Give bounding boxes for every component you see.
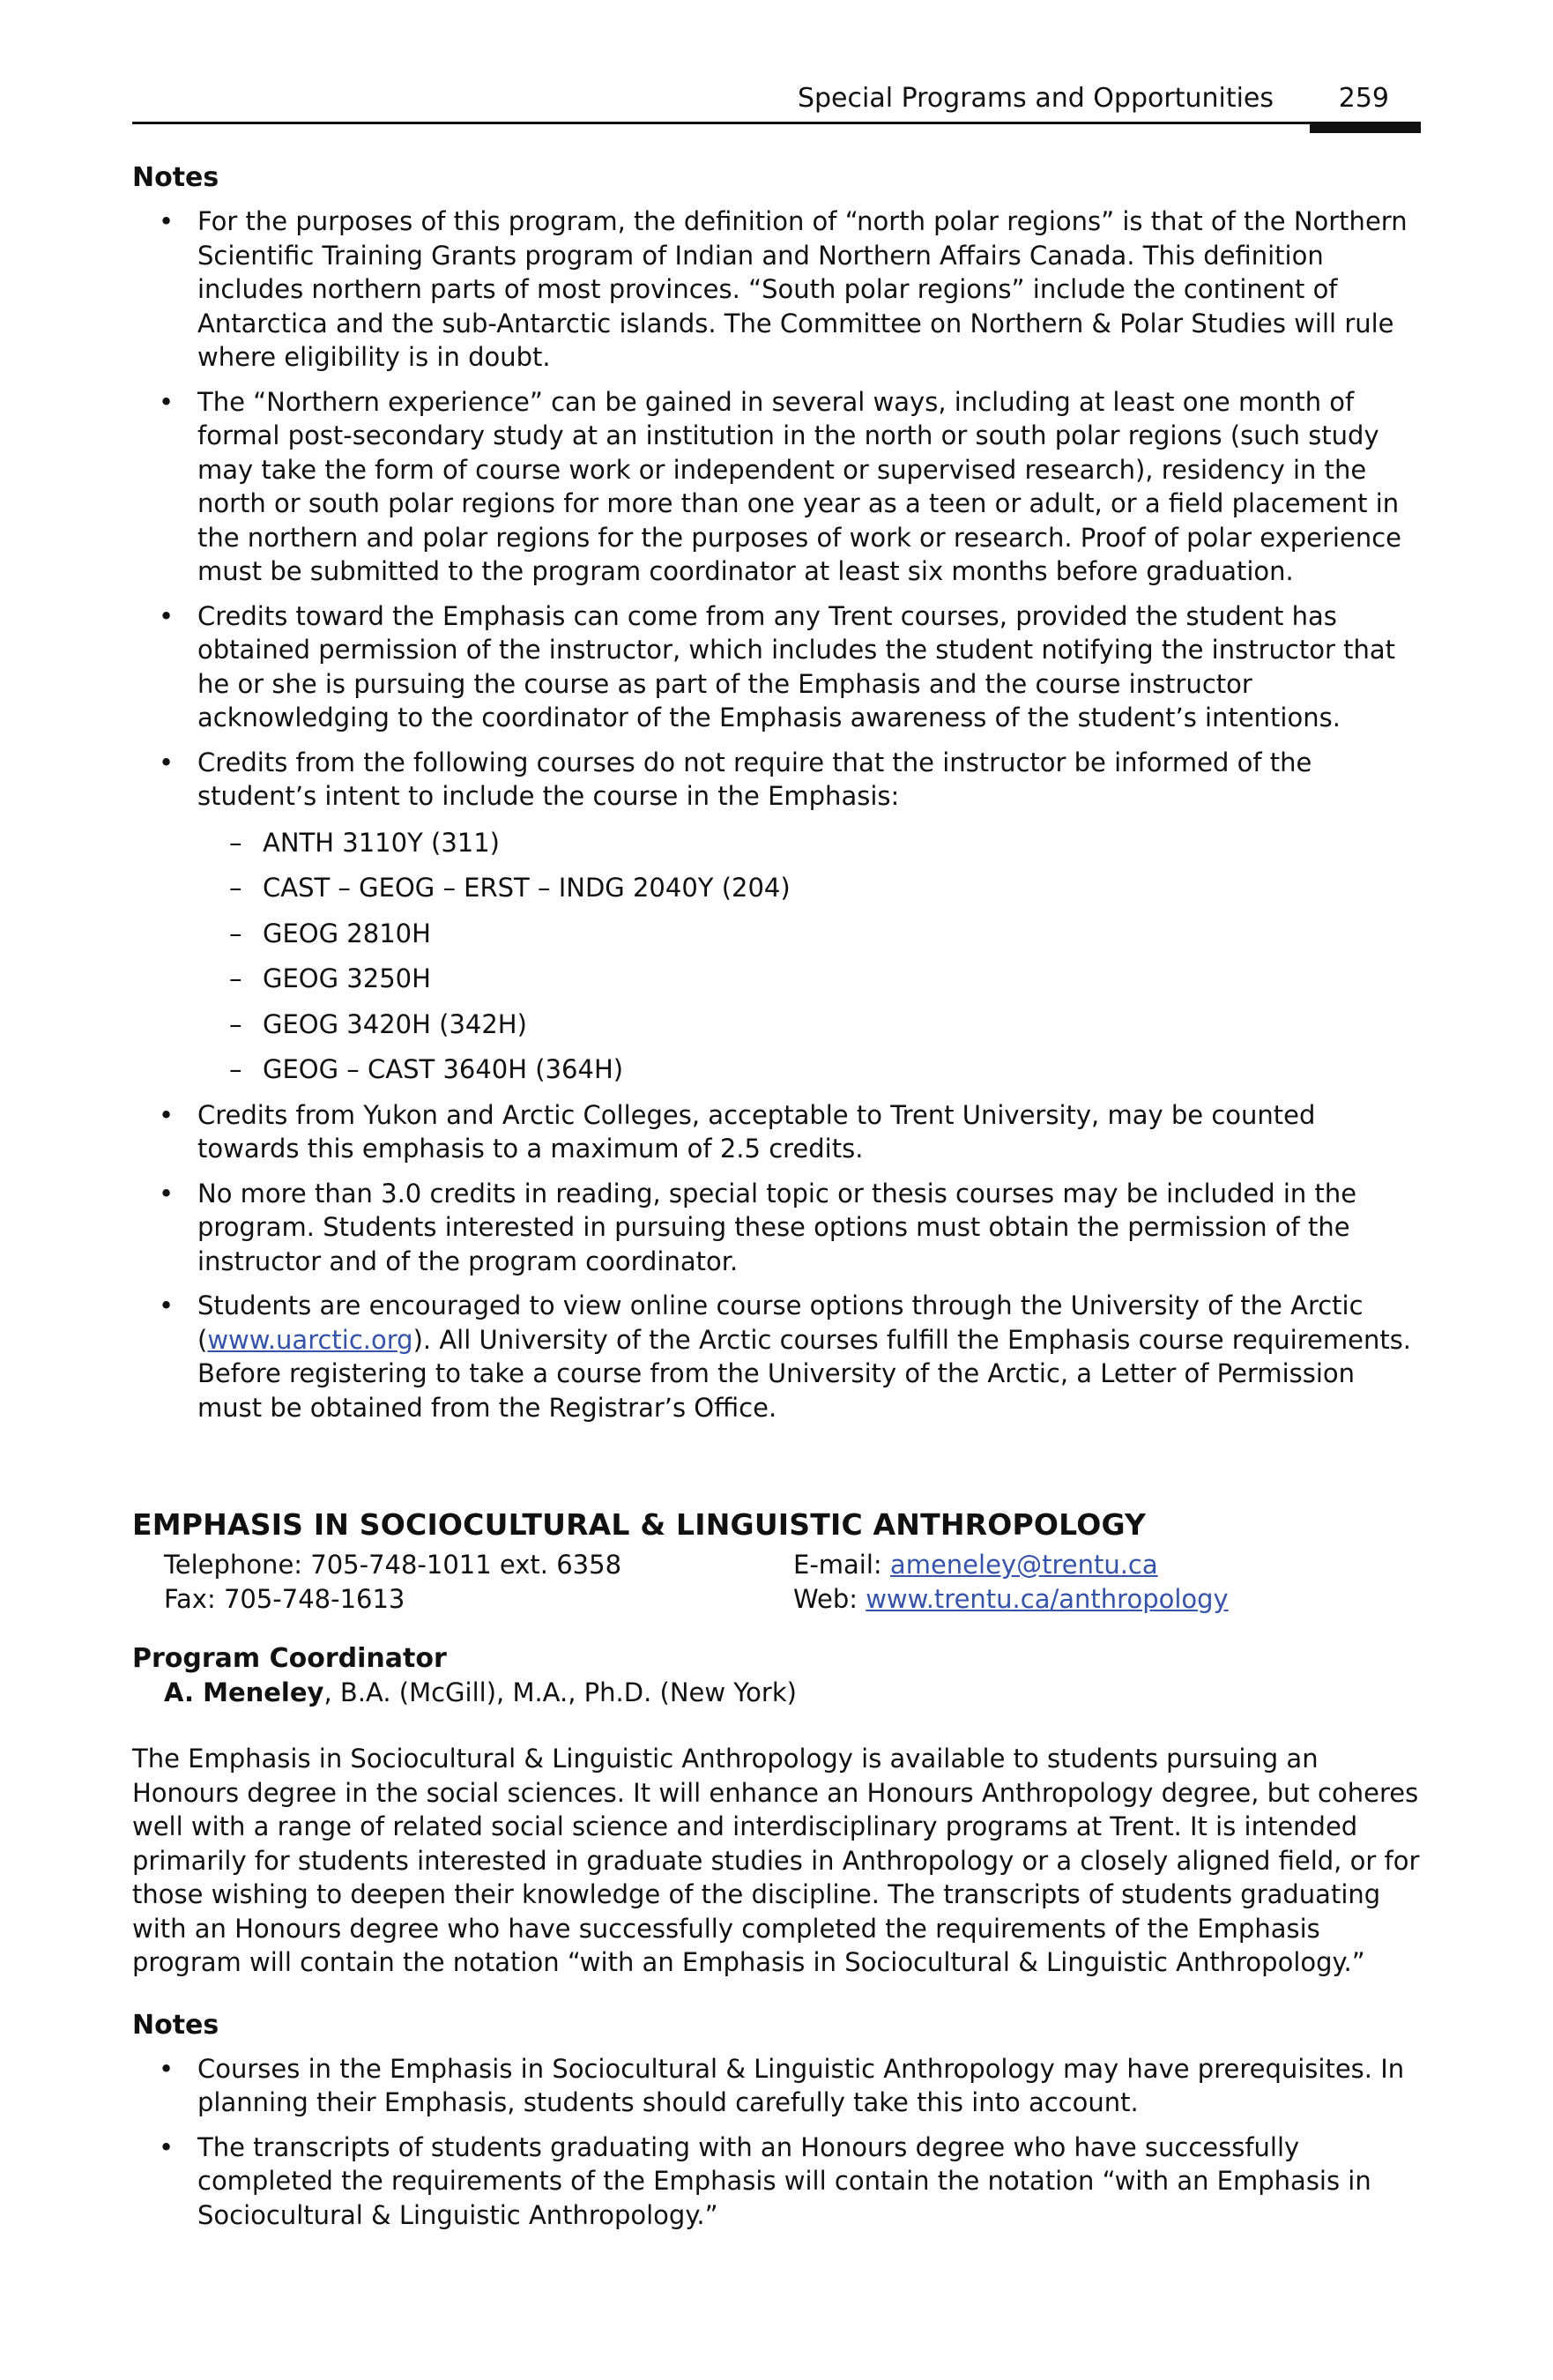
course-code: ANTH 3110Y (311) <box>263 827 500 858</box>
note-item <box>132 2052 1421 2120</box>
web-link[interactable]: www.trentu.ca/anthropology <box>866 1584 1229 1614</box>
course-code: CAST – GEOG – ERST – INDG 2040Y (204) <box>263 873 791 903</box>
course-code: GEOG – CAST 3640H (364H) <box>263 1054 624 1084</box>
contact-phone-column <box>164 1548 621 1617</box>
note-item <box>132 746 1421 1087</box>
note-text: The “Northern experience” can be gained in several ways, including at least one month of formal post-secondary study at an institution in the north or south polar regions (such study may take the form of course work or independent or supervised research), residency in the north or south polar regions for more than one year as a teen or adult, or a field placement in the northern and polar regions for the purposes of work or research. Proof of polar experience must be submitted to the program coordinator at least six months before graduation. <box>197 386 1401 586</box>
header-rule <box>132 122 1421 124</box>
coordinator-line <box>132 1676 1421 1710</box>
notes-list <box>132 205 1421 1424</box>
emphasis-description: The Emphasis in Sociocultural & Linguistic Anthropology is available to students pursuing an Honours degree in the social sciences. It will enhance an Honours Anthropology degree, but coheres well with a range of related social science and interdisciplinary programs at Trent. It is intended primarily for students interested in graduate studies in Anthropology or a closely aligned field, or for those wishing to deepen their knowledge of the discipline. The transcripts of students graduating with an Honours degree who have successfully completed the requirements of the Emphasis program will contain the notation “with an Emphasis in Sociocultural & Linguistic Anthropology.” <box>132 1744 1420 1977</box>
course-item <box>197 962 1421 996</box>
dash-icon: – <box>229 918 242 948</box>
contact-block <box>132 1548 1421 1617</box>
bullet-icon: • <box>159 1290 175 1320</box>
bullet-icon: • <box>159 1178 175 1209</box>
bullet-icon: • <box>159 600 175 631</box>
bullet-icon: • <box>159 386 175 417</box>
dash-icon: – <box>229 827 242 858</box>
note-text: No more than 3.0 credits in reading, special topic or thesis courses may be included in the program. Students interested in pursuing these options must obtain the permission of the instructor and of the program coordinator. <box>197 1178 1357 1276</box>
note-item <box>132 1177 1421 1279</box>
coordinator-name: A. Meneley <box>164 1677 324 1707</box>
dash-icon: – <box>229 873 242 903</box>
note-item <box>132 1289 1421 1424</box>
web-label: Web: <box>793 1584 866 1614</box>
contact-online-column <box>793 1548 1229 1617</box>
bullet-icon: • <box>159 747 175 777</box>
fax: Fax: 705-748-1613 <box>164 1584 405 1614</box>
telephone: Telephone: 705-748-1011 ext. 6358 <box>164 1550 622 1580</box>
running-header <box>132 79 1421 132</box>
course-item <box>197 1052 1421 1087</box>
bullet-icon: • <box>159 206 175 236</box>
uarctic-link[interactable]: www.uarctic.org <box>207 1324 413 1355</box>
course-item <box>197 1008 1421 1042</box>
course-item <box>197 917 1421 951</box>
note-text: The transcripts of students graduating with an Honours degree who have successfully completed the requirements of the Emphasis will contain the notation “with an Emphasis in Sociocultural & Linguistic Anthropology.” <box>197 2131 1371 2230</box>
email-label: E-mail: <box>793 1550 890 1580</box>
note-text: Credits from the following courses do not require that the instructor be informed of the student’s intent to include the course in the Emphasis: <box>197 747 1312 811</box>
notes-heading: Notes <box>132 162 219 193</box>
note-text-before-link: Students are encouraged to view online course options through the University of the Arctic ( <box>197 1290 1364 1355</box>
dash-icon: – <box>229 1008 242 1039</box>
notes-heading: Notes <box>132 2009 219 2041</box>
course-item <box>197 826 1421 860</box>
bullet-icon: • <box>159 2053 175 2084</box>
dash-icon: – <box>229 963 242 993</box>
header-tab-bar <box>1310 122 1421 133</box>
note-item <box>132 385 1421 589</box>
bullet-icon: • <box>159 1099 175 1130</box>
email-line <box>793 1548 1229 1582</box>
course-code: GEOG 3420H (342H) <box>263 1008 527 1039</box>
coordinator-credentials: , B.A. (McGill), M.A., Ph.D. (New York) <box>323 1677 797 1707</box>
note-text: For the purposes of this program, the definition of “north polar regions” is that of the Northern Scientific Training Grants program of Indian and Northern Affairs Canada. This definition includes northern parts of most provinces. “South polar regions” include the continent of Antarctica and the sub-Antarctic islands. The Committee on Northern & Polar Studies will rule where eligibility is in doubt. <box>197 206 1408 372</box>
course-code: GEOG 2810H <box>263 918 431 948</box>
email-link[interactable]: ameneley@trentu.ca <box>889 1550 1158 1580</box>
note-text: Credits from Yukon and Arctic Colleges, acceptable to Trent University, may be counted towards this emphasis to a maximum of 2.5 credits. <box>197 1099 1316 1164</box>
note-item <box>132 205 1421 375</box>
page-number: 259 <box>1338 83 1389 114</box>
course-item <box>197 871 1421 905</box>
course-list <box>197 826 1421 1087</box>
page-content <box>132 152 1421 2242</box>
dash-icon: – <box>229 1054 242 1084</box>
web-line <box>793 1582 1229 1617</box>
section-title: EMPHASIS IN SOCIOCULTURAL & LINGUISTIC ANTHROPOLOGY <box>132 1507 1147 1542</box>
course-code: GEOG 3250H <box>263 963 431 993</box>
coordinator-heading: Program Coordinator <box>132 1643 447 1674</box>
bullet-icon: • <box>159 2131 175 2162</box>
note-item <box>132 1098 1421 1166</box>
note-text: Courses in the Emphasis in Sociocultural & Linguistic Anthropology may have prerequisites. In planning their Emphasis, students should carefully take this into account. <box>197 2053 1405 2117</box>
document-page <box>132 0 1421 2380</box>
running-header-title: Special Programs and Opportunities <box>797 83 1274 114</box>
note-item <box>132 2131 1421 2233</box>
note-text-after-link: ). All University of the Arctic courses fulfill the Emphasis course requirements. Before registering to take a course from the University of the Arctic, a Letter of Permission must be obtained from the Registrar’s Office. <box>197 1324 1412 1423</box>
notes-list <box>132 2052 1421 2233</box>
note-item <box>132 599 1421 735</box>
note-text: Credits toward the Emphasis can come from any Trent courses, provided the student has obtained permission of the instructor, which includes the student notifying the instructor that he or she is pursuing the course as part of the Emphasis and the course instructor acknowledging to the coordinator of the Emphasis awareness of the student’s intentions. <box>197 600 1395 733</box>
